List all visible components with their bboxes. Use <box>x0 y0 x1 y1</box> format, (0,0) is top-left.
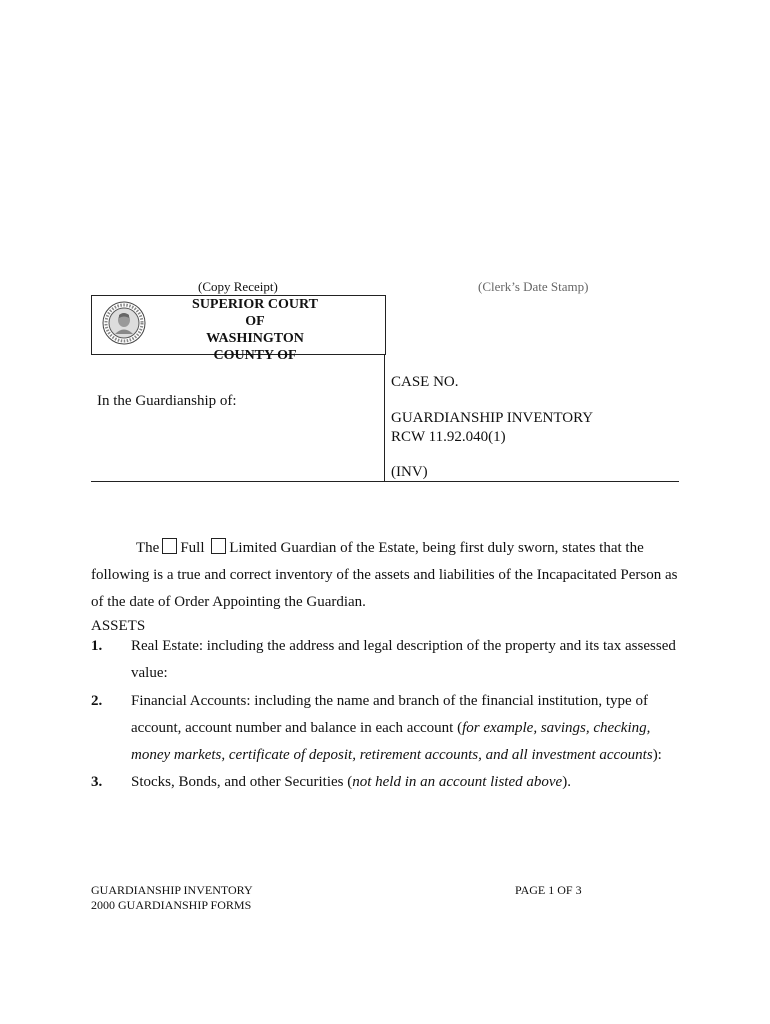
court-title-line2: WASHINGTON <box>206 331 304 346</box>
item-text <box>131 769 681 796</box>
form-title-name: GUARDIANSHIP INVENTORY <box>391 410 594 426</box>
clerk-date-stamp-label: (Clerk’s Date Stamp) <box>478 279 589 294</box>
caption-divider-vertical <box>384 354 385 481</box>
limited-guardian-checkbox[interactable] <box>211 538 226 554</box>
item-number: 2. <box>91 693 103 709</box>
footer-form-name: GUARDIANSHIP INVENTORY <box>91 883 253 897</box>
oath-paragraph <box>91 535 681 616</box>
copy-receipt-label: (Copy Receipt) <box>198 279 278 294</box>
item-text-a: Stocks, Bonds, and other Securities ( <box>131 774 353 790</box>
item-number: 3. <box>91 774 103 790</box>
item-text: Real Estate: including the address and legal description of the property and its tax assessed value: <box>131 638 676 681</box>
asset-item-securities <box>91 769 681 796</box>
court-title-line3: COUNTY OF <box>213 348 297 363</box>
oath-the: The <box>136 540 160 556</box>
court-title <box>190 296 320 364</box>
item-text-b: ). <box>562 774 571 790</box>
full-label: Full <box>180 540 205 556</box>
assets-heading: ASSETS <box>91 618 146 634</box>
item-text-b: ): <box>652 747 662 763</box>
form-code: (INV) <box>391 464 428 480</box>
form-title <box>391 409 593 447</box>
page-number: PAGE 1 OF 3 <box>515 883 582 897</box>
item-text-italic: for example, savings, checking, money markets, certificate of deposit, retirement accounts, and all investment accounts <box>131 720 653 763</box>
full-guardian-checkbox[interactable] <box>162 538 177 554</box>
asset-item-financial-accounts <box>91 688 681 769</box>
limited-label: Limited Guardian of the Estate, being first duly sworn, states that the <box>229 540 644 556</box>
oath-rest: following is a true and correct inventory of the assets and liabilities of the Incapacitated Person as of the date of Order Appointing the Guardian. <box>91 567 678 610</box>
item-number: 1. <box>91 638 103 654</box>
footer-form-series: 2000 GUARDIANSHIP FORMS <box>91 898 252 912</box>
court-title-line1: SUPERIOR COURT OF <box>192 297 318 329</box>
item-text <box>131 688 681 769</box>
caption-divider-horizontal <box>91 481 679 482</box>
form-title-rcw: RCW 11.92.040(1) <box>391 429 506 445</box>
asset-item-real-estate <box>91 633 681 687</box>
item-text-a: Financial Accounts: including the name and branch of the financial institution, type of account, account number and balance in each account ( <box>131 693 648 736</box>
footer-form-info <box>91 883 253 913</box>
washington-state-seal-icon <box>102 301 146 345</box>
guardianship-of-label: In the Guardianship of: <box>97 393 237 409</box>
case-number-label: CASE NO. <box>391 374 459 390</box>
item-text-italic: not held in an account listed above <box>352 774 563 790</box>
